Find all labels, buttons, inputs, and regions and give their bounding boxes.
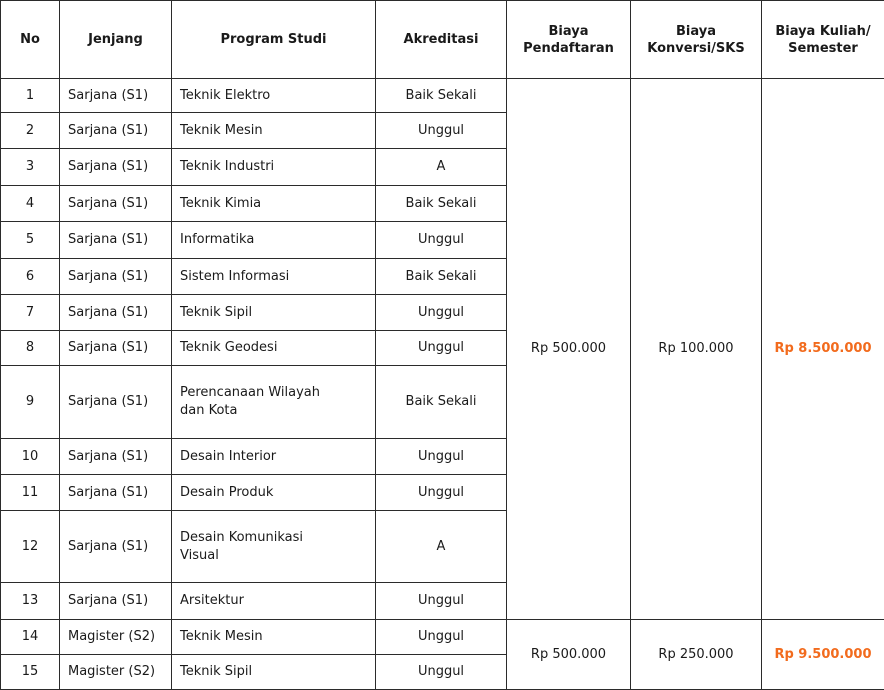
row-no: 11 [1,475,60,511]
row-program-studi-text: Desain Komunikasi Visual [180,529,303,563]
row-akreditasi: Baik Sekali [376,259,507,295]
row-akreditasi: Baik Sekali [376,366,507,439]
table-row [1,79,884,113]
row-program-studi: Teknik Sipil [172,655,376,690]
header-program-studi: Program Studi [172,1,376,79]
row-akreditasi: Baik Sekali [376,186,507,222]
row-jenjang: Sarjana (S1) [60,113,172,149]
row-jenjang: Sarjana (S1) [60,583,172,620]
row-akreditasi: Unggul [376,620,507,655]
header-no: No [1,1,60,79]
row-akreditasi: A [376,511,507,583]
s1-biaya-pendaftaran: Rp 500.000 [507,79,631,620]
row-no: 7 [1,295,60,331]
row-jenjang: Sarjana (S1) [60,511,172,583]
row-program-studi: Teknik Sipil [172,295,376,331]
row-jenjang: Sarjana (S1) [60,439,172,475]
row-akreditasi: Unggul [376,295,507,331]
row-program-studi: Teknik Industri [172,149,376,186]
row-program-studi: Teknik Elektro [172,79,376,113]
row-jenjang: Magister (S2) [60,620,172,655]
row-program-studi: Teknik Mesin [172,620,376,655]
header-jenjang: Jenjang [60,1,172,79]
row-no: 15 [1,655,60,690]
row-no: 6 [1,259,60,295]
row-jenjang: Sarjana (S1) [60,331,172,366]
row-no: 14 [1,620,60,655]
row-akreditasi: Unggul [376,655,507,690]
table-row [1,620,884,655]
row-jenjang: Sarjana (S1) [60,366,172,439]
s2-biaya-konversi: Rp 250.000 [631,620,762,690]
row-no: 12 [1,511,60,583]
row-program-studi: Desain Interior [172,439,376,475]
s1-biaya-kuliah: Rp 8.500.000 [762,79,884,620]
row-akreditasi: Unggul [376,475,507,511]
row-no: 3 [1,149,60,186]
row-akreditasi: Unggul [376,439,507,475]
row-no: 8 [1,331,60,366]
s2-biaya-kuliah: Rp 9.500.000 [762,620,884,690]
row-program-studi: Desain Produk [172,475,376,511]
row-program-studi: Teknik Geodesi [172,331,376,366]
row-program-studi [172,511,376,583]
row-jenjang: Sarjana (S1) [60,79,172,113]
row-jenjang: Sarjana (S1) [60,186,172,222]
header-akreditasi: Akreditasi [376,1,507,79]
row-akreditasi: Unggul [376,113,507,149]
row-akreditasi: Unggul [376,331,507,366]
row-program-studi: Arsitektur [172,583,376,620]
row-no: 4 [1,186,60,222]
s1-biaya-konversi: Rp 100.000 [631,79,762,620]
row-program-studi: Sistem Informasi [172,259,376,295]
header-biaya-konversi: Biaya Konversi/SKS [631,1,762,79]
row-program-studi-text: Perencanaan Wilayah dan Kota [180,385,320,418]
row-jenjang: Sarjana (S1) [60,259,172,295]
row-akreditasi: A [376,149,507,186]
row-program-studi [172,366,376,439]
header-row [1,1,884,79]
row-jenjang: Sarjana (S1) [60,475,172,511]
row-program-studi: Teknik Mesin [172,113,376,149]
row-program-studi: Teknik Kimia [172,186,376,222]
row-akreditasi: Unggul [376,222,507,259]
row-akreditasi: Baik Sekali [376,79,507,113]
row-program-studi: Informatika [172,222,376,259]
s2-biaya-pendaftaran: Rp 500.000 [507,620,631,690]
row-jenjang: Sarjana (S1) [60,295,172,331]
row-jenjang: Magister (S2) [60,655,172,690]
row-akreditasi: Unggul [376,583,507,620]
row-no: 1 [1,79,60,113]
row-no: 13 [1,583,60,620]
row-no: 9 [1,366,60,439]
row-jenjang: Sarjana (S1) [60,222,172,259]
header-biaya-kuliah: Biaya Kuliah/ Semester [762,1,884,79]
header-biaya-pendaftaran: Biaya Pendaftaran [507,1,631,79]
row-no: 2 [1,113,60,149]
row-no: 5 [1,222,60,259]
row-no: 10 [1,439,60,475]
row-jenjang: Sarjana (S1) [60,149,172,186]
